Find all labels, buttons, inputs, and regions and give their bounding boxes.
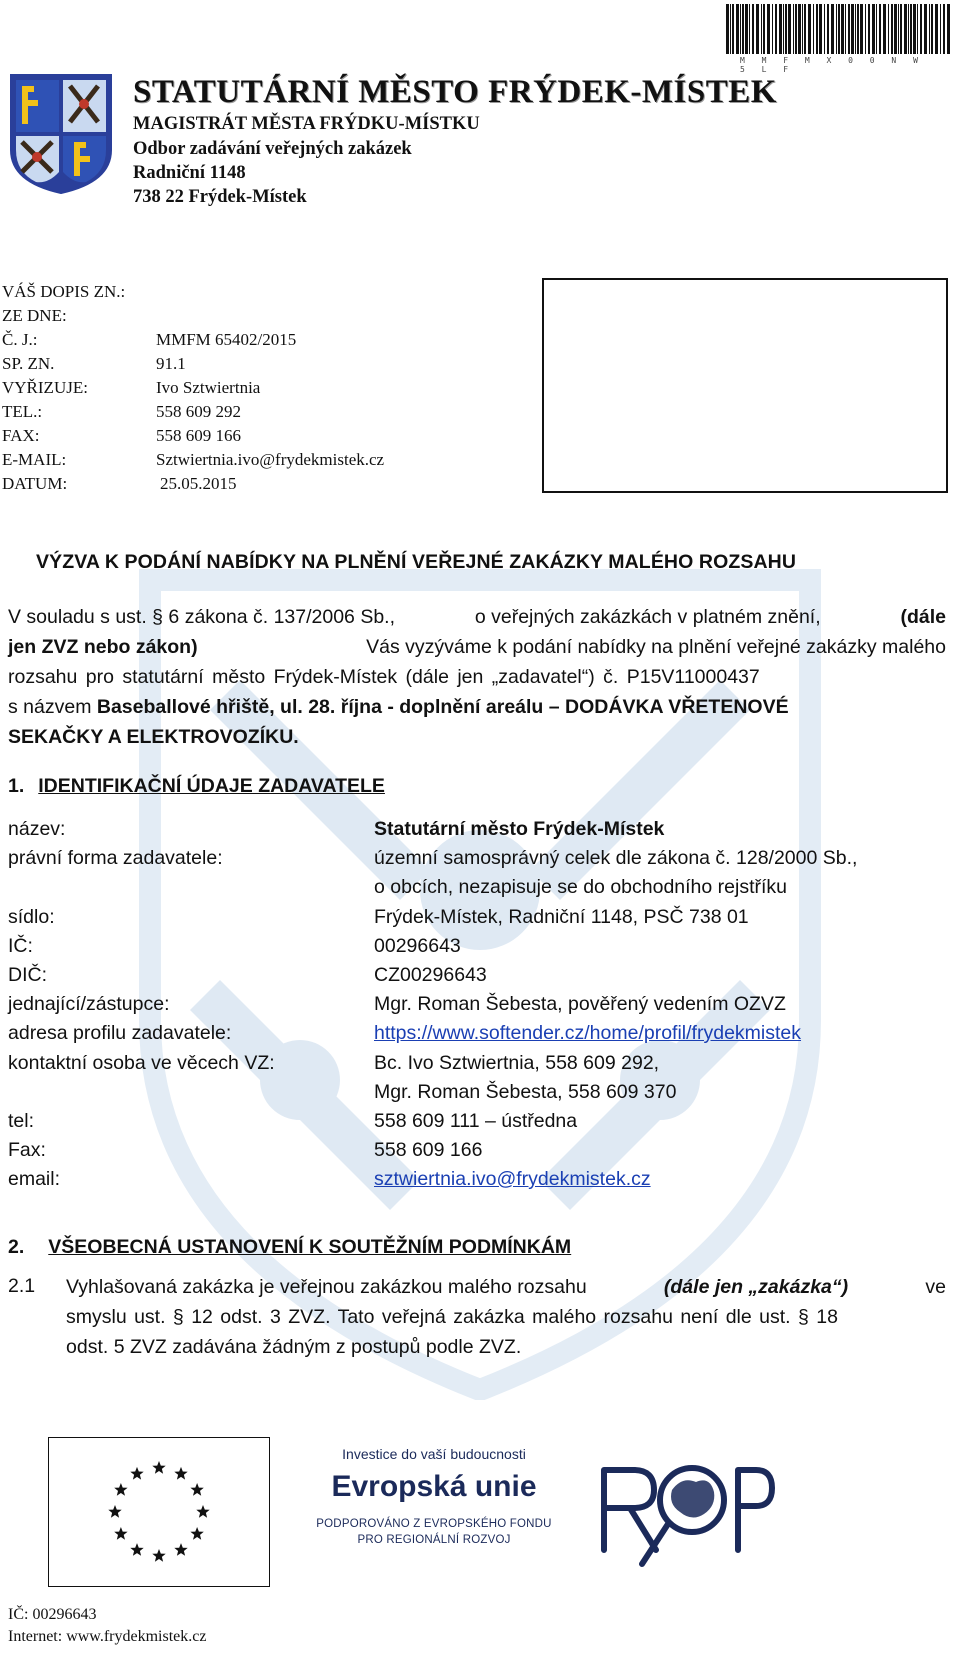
barcode	[724, 4, 954, 60]
ident-label: kontaktní osoba ve věcech VZ:	[8, 1052, 275, 1074]
ref-label-email: E-MAIL:	[2, 450, 67, 469]
item-2-1-text	[66, 1272, 946, 1362]
section-2-heading	[8, 1236, 571, 1259]
ident-label: email:	[8, 1168, 61, 1190]
ref-label-vyrizuje: VYŘIZUJE:	[2, 378, 88, 397]
organization-title: STATUTÁRNÍ MĚSTO FRÝDEK-MÍSTEK	[133, 74, 777, 110]
rop-logo	[596, 1440, 776, 1580]
ref-value-vyrizuje: Ivo Sztwiertnia	[156, 378, 261, 397]
intro-line-1	[8, 602, 946, 632]
ident-value: 558 609 166	[374, 1139, 483, 1161]
barcode-text: M M F M X 0 0 N W 5 L F	[740, 56, 924, 74]
ident-label: jednající/zástupce:	[8, 993, 170, 1015]
eu-text-logo	[296, 1446, 572, 1548]
ident-value: Mgr. Roman Šebesta, pověřený vedením OZVZ	[374, 993, 786, 1015]
ident-value: Statutární město Frýdek-Místek	[374, 818, 665, 840]
item-2-1-line-3: odst. 5 ZVZ zadávána žádným z postupů podle ZVZ.	[66, 1336, 522, 1358]
intro-line-4-a: s názvem	[8, 696, 92, 718]
intro-line-5: SEKAČKY A ELEKTROVOZÍKU.	[8, 726, 299, 748]
ident-value: o obcích, nezapisuje se do obchodního rejstříku	[374, 876, 788, 898]
ref-value-cj: MMFM 65402/2015	[156, 330, 297, 349]
eu-flag-logo	[48, 1437, 270, 1587]
ident-value-link[interactable]: sztwiertnia.ivo@frydekmistek.cz	[374, 1168, 651, 1190]
intro-line-4-b: Baseballové hřiště, ul. 28. října - doplnění areálu – DODÁVKA VŘETENOVÉ	[96, 696, 789, 718]
ref-label-vas-dopis: VÁŠ DOPIS ZN.:	[2, 282, 126, 301]
footer-internet: Internet: www.frydekmistek.cz	[8, 1628, 207, 1645]
intro-paragraph	[8, 602, 946, 752]
ref-label-tel: TEL.:	[2, 402, 43, 421]
intro-line-2-b: Vás vyzýváme k podání nabídky na plnění veřejné zakázky malého	[366, 636, 946, 658]
section-1-title: IDENTIFIKAČNÍ ÚDAJE ZADAVATELE	[38, 775, 385, 797]
item-2-1-number: 2.1	[8, 1275, 36, 1297]
ident-value-link[interactable]: https://www.softender.cz/home/profil/frydekmistek	[374, 1022, 802, 1044]
footer-ic: IČ: 00296643	[8, 1606, 97, 1623]
ident-label: sídlo:	[8, 906, 55, 928]
ident-label: DIČ:	[8, 964, 47, 986]
document-title: VÝZVA K PODÁNÍ NABÍDKY NA PLNĚNÍ VEŘEJNÉ ZAKÁZKY MALÉHO ROZSAHU	[36, 551, 797, 573]
ref-value-fax: 558 609 166	[156, 426, 241, 445]
section-2-title: VŠEOBECNÁ USTANOVENÍ K SOUTĚŽNÍM PODMÍNKÁM	[48, 1236, 572, 1258]
city-address: 738 22 Frýdek-Místek	[133, 187, 307, 207]
ident-label: název:	[8, 818, 66, 840]
intro-line-2-a: jen ZVZ nebo zákon)	[8, 636, 198, 658]
ref-label-datum: DATUM:	[2, 474, 68, 493]
eu-invest-text: Investice do vaší budoucnosti	[342, 1446, 526, 1462]
ident-label: právní forma zadavatele:	[8, 847, 223, 869]
ident-value: CZ00296643	[374, 964, 487, 986]
intro-line-4	[8, 692, 946, 722]
ident-value: 00296643	[374, 935, 461, 957]
section-1-number: 1.	[8, 775, 25, 797]
magistrate-name: MAGISTRÁT MĚSTA FRÝDKU-MÍSTKU	[133, 114, 480, 134]
ref-label-fax: FAX:	[2, 426, 40, 445]
ident-label: adresa profilu zadavatele:	[8, 1022, 232, 1044]
eu-union-text: Evropská unie	[331, 1470, 537, 1503]
eu-fund-text	[296, 1516, 572, 1548]
item-2-1-line-1	[66, 1272, 946, 1302]
ref-label-spzn: SP. ZN.	[2, 354, 55, 373]
ref-value-tel: 558 609 292	[156, 402, 241, 421]
intro-line-2	[8, 632, 946, 662]
ref-label-cj: Č. J.:	[2, 330, 38, 349]
recipient-address-box	[542, 278, 948, 493]
ident-value: 558 609 111 – ústředna	[374, 1110, 578, 1132]
ref-value-spzn: 91.1	[156, 354, 186, 373]
item-2-1-line-1-a: Vyhlašovaná zakázka je veřejnou zakázkou malého rozsahu	[66, 1276, 587, 1298]
ident-value: Frýdek-Místek, Radniční 1148, PSČ 738 01	[374, 906, 749, 928]
ident-value: Bc. Ivo Sztwiertnia, 558 609 292,	[374, 1052, 660, 1074]
item-2-1-line-1-c: ve	[925, 1276, 946, 1298]
ident-label: IČ:	[8, 935, 33, 957]
city-crest-logo	[8, 72, 114, 196]
eu-fund-line-1: PODPOROVÁNO Z EVROPSKÉHO FONDU	[316, 1518, 552, 1530]
intro-line-3: rozsahu pro statutární město Frýdek-Místek (dále jen „zadavatel“) č. P15V11000437	[8, 666, 760, 688]
intro-line-1-c: (dále	[900, 606, 946, 628]
intro-line-1-a: V souladu s ust. § 6 zákona č. 137/2006 Sb.,	[8, 606, 396, 628]
ident-value: Mgr. Roman Šebesta, 558 609 370	[374, 1081, 677, 1103]
section-1-heading	[8, 775, 385, 798]
ref-value-email: Sztwiertnia.ivo@frydekmistek.cz	[156, 450, 385, 469]
ident-label: tel:	[8, 1110, 35, 1132]
item-2-1-line-1-b: (dále jen „zakázka“)	[663, 1276, 849, 1298]
ref-value-datum: 25.05.2015	[160, 474, 237, 493]
section-2-number: 2.	[8, 1236, 25, 1258]
street-address: Radniční 1148	[133, 163, 246, 183]
ident-value: územní samosprávný celek dle zákona č. 128/2000 Sb.,	[374, 847, 858, 869]
ref-label-ze-dne: ZE DNE:	[2, 306, 67, 325]
eu-fund-line-2: PRO REGIONÁLNÍ ROZVOJ	[357, 1534, 511, 1546]
item-2-1-line-2: smyslu ust. § 12 odst. 3 ZVZ. Tato veřejná zakázka malého rozsahu není dle ust. § 18	[66, 1306, 838, 1328]
department-name: Odbor zadávání veřejných zakázek	[133, 139, 412, 159]
intro-line-1-b: o veřejných zakázkách v platném znění,	[474, 606, 821, 628]
ident-label: Fax:	[8, 1139, 46, 1161]
